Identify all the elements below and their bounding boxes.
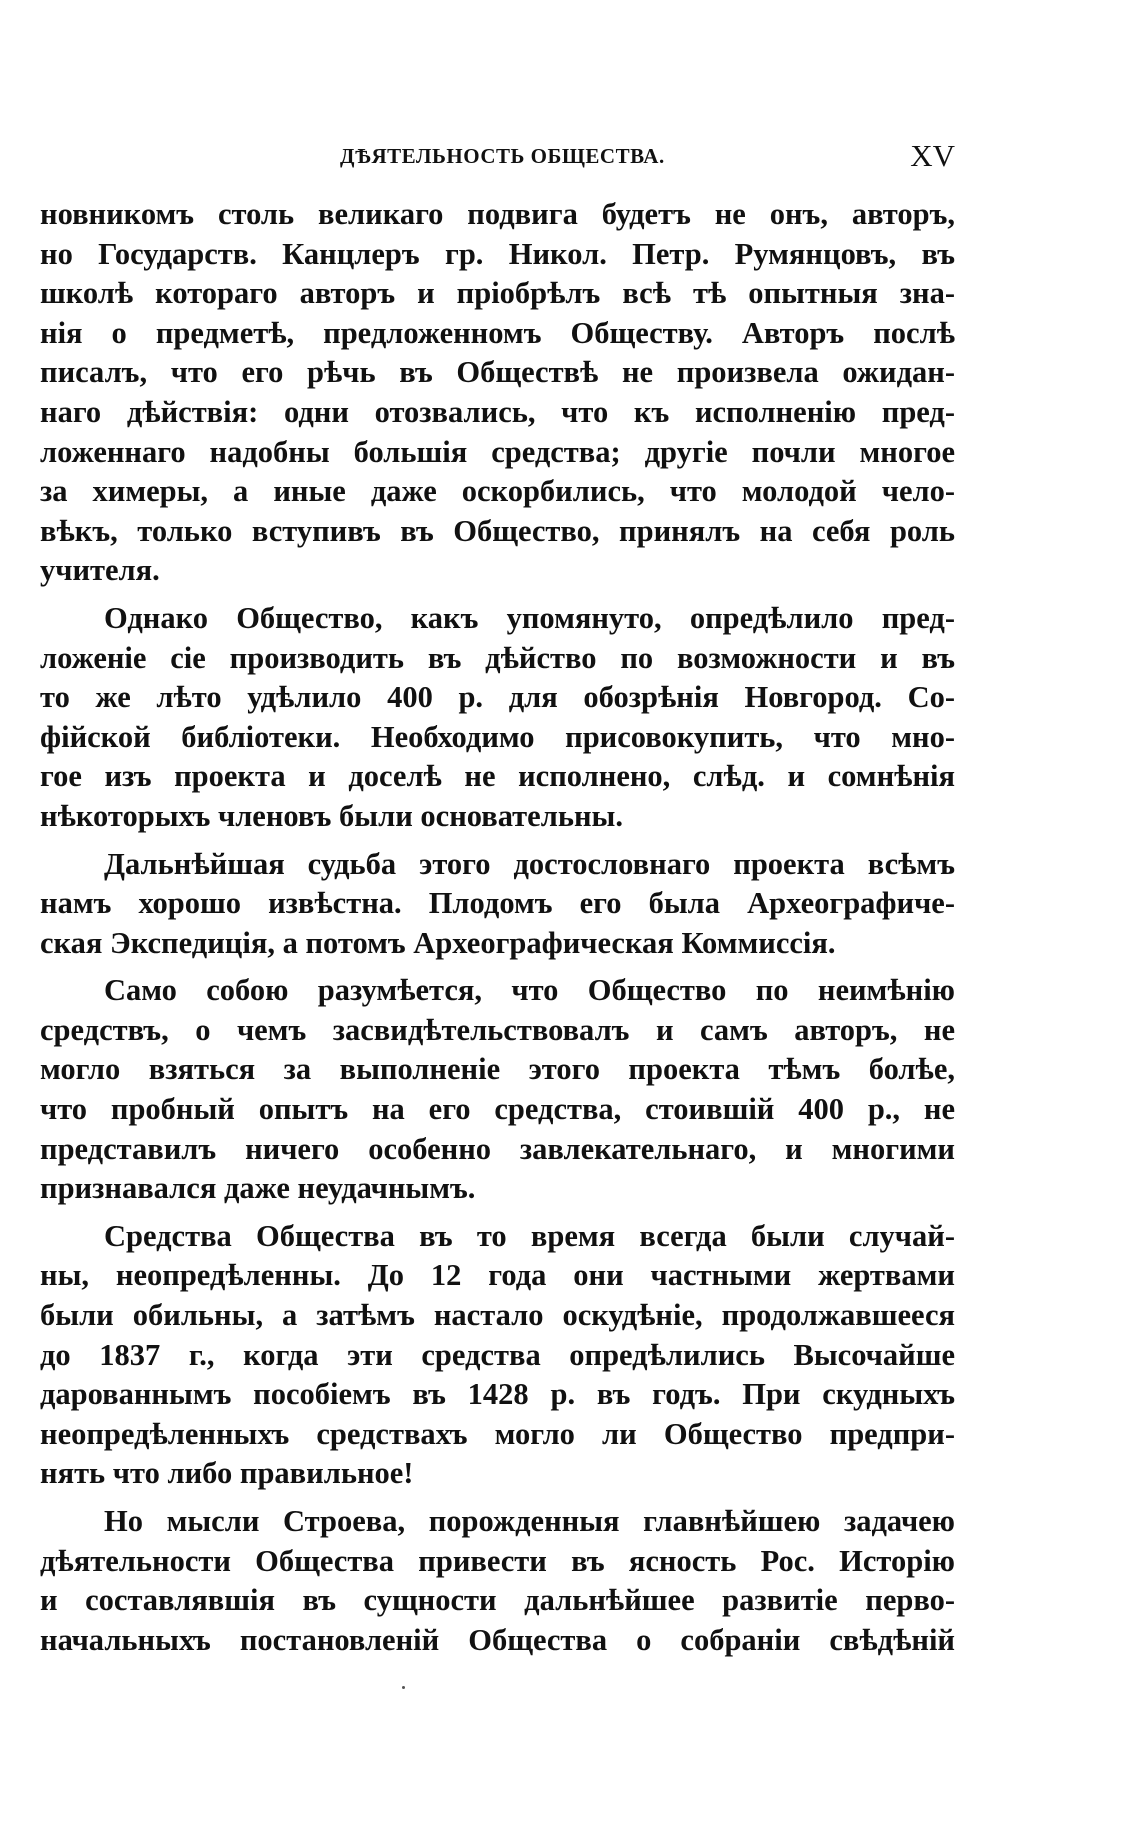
text-line: новникомъ столь великаго подвига будетъ не онъ, авторъ, bbox=[40, 197, 955, 231]
text-line: учителя. bbox=[40, 553, 160, 588]
text-line: дарованнымъ пособіемъ въ 1428 р. въ годъ. При скудныхъ bbox=[40, 1377, 955, 1412]
text-line: за химеры, а иные даже оскорбились, что молодой чело- bbox=[40, 474, 955, 509]
text-line: дѣятельности Общества привести въ ясность Рос. Исторію bbox=[40, 1543, 955, 1578]
text-line: представилъ ничего особенно завлекательнаго, и многими bbox=[40, 1131, 955, 1166]
paragraph-gap bbox=[40, 837, 955, 845]
print-speck-mark bbox=[402, 1686, 405, 1689]
text-line: Дальнѣйшая судьба этого достословнаго проекта всѣмъ bbox=[104, 846, 955, 881]
text-line: нѣкоторыхъ членовъ были основательны. bbox=[40, 798, 623, 833]
text-line: ны, неопредѣленны. До 12 года они частными жертвами bbox=[40, 1258, 955, 1293]
text-line: вѣкъ, только вступивъ въ Общество, принялъ на себя роль bbox=[40, 513, 955, 548]
text-line: то же лѣто удѣлило 400 р. для обозрѣнія Новгород. Со- bbox=[40, 680, 955, 715]
text-line: Однако Общество, какъ упомянуто, опредѣлило пред- bbox=[104, 600, 955, 635]
text-line: что пробный опытъ на его средства, стоившій 400 р., не bbox=[40, 1092, 955, 1127]
page-number: XV bbox=[910, 138, 955, 173]
paragraph-gap bbox=[40, 963, 955, 971]
text-line: Но мысли Строева, порожденныя главнѣйшею задачею bbox=[104, 1504, 955, 1538]
body-text bbox=[40, 195, 955, 1660]
paragraph-gap bbox=[40, 1209, 955, 1217]
text-line: начальныхъ постановленій Общества о собраніи свѣдѣній bbox=[40, 1622, 955, 1657]
text-line: наго дѣйствія: одни отозвались, что къ исполненію пред- bbox=[40, 394, 955, 429]
text-line: были обильны, а затѣмъ настало оскудѣніе, продолжавшееся bbox=[40, 1298, 955, 1333]
text-line: ская Экспедиція, а потомъ Археографическая Коммиссія. bbox=[40, 925, 836, 960]
text-line: фійской библіотеки. Необходимо присовокупить, что мно- bbox=[40, 719, 955, 754]
text-line: нять что либо правильное! bbox=[40, 1456, 414, 1491]
text-line: ложеннаго надобны большія средства; другіе почли многое bbox=[40, 434, 955, 469]
text-line: нія о предметѣ, предложенномъ Обществу. Авторъ послѣ bbox=[40, 315, 955, 350]
text-line: и составлявшія въ сущности дальнѣйшее развитіе перво- bbox=[40, 1583, 955, 1618]
running-head: ДѢЯТЕЛЬНОСТЬ ОБЩЕСТВА. bbox=[340, 144, 665, 168]
paragraph-gap bbox=[40, 591, 955, 599]
text-line: писалъ, что его рѣчь въ Обществѣ не произвела ожидан- bbox=[40, 355, 955, 390]
text-line: средствъ, о чемъ засвидѣтельствовалъ и самъ авторъ, не bbox=[40, 1012, 955, 1047]
text-line: могло взяться за выполненіе этого проекта тѣмъ болѣе, bbox=[40, 1052, 955, 1087]
text-line: Средства Общества въ то время всегда были случай- bbox=[104, 1218, 955, 1253]
paragraph-gap bbox=[40, 1494, 955, 1502]
text-line: гое изъ проекта и доселѣ не исполнено, слѣд. и сомнѣнія bbox=[40, 759, 955, 794]
text-line: Само собою разумѣется, что Общество по неимѣнію bbox=[104, 973, 955, 1008]
page-header bbox=[340, 138, 955, 178]
text-line: школѣ котораго авторъ и пріобрѣлъ всѣ тѣ опытныя зна- bbox=[40, 276, 955, 311]
text-line: но Государств. Канцлеръ гр. Никол. Петр. Румянцовъ, въ bbox=[40, 236, 955, 271]
text-line: до 1837 г., когда эти средства опредѣлились Высочайше bbox=[40, 1337, 955, 1372]
text-line: признавался даже неудачнымъ. bbox=[40, 1171, 476, 1206]
text-line: неопредѣленныхъ средствахъ могло ли Общество предпри- bbox=[40, 1416, 955, 1451]
text-line: намъ хорошо извѣстна. Плодомъ его была Археографиче- bbox=[40, 886, 955, 921]
text-line: ложеніе сіе производить въ дѣйство по возможности и въ bbox=[40, 640, 955, 675]
